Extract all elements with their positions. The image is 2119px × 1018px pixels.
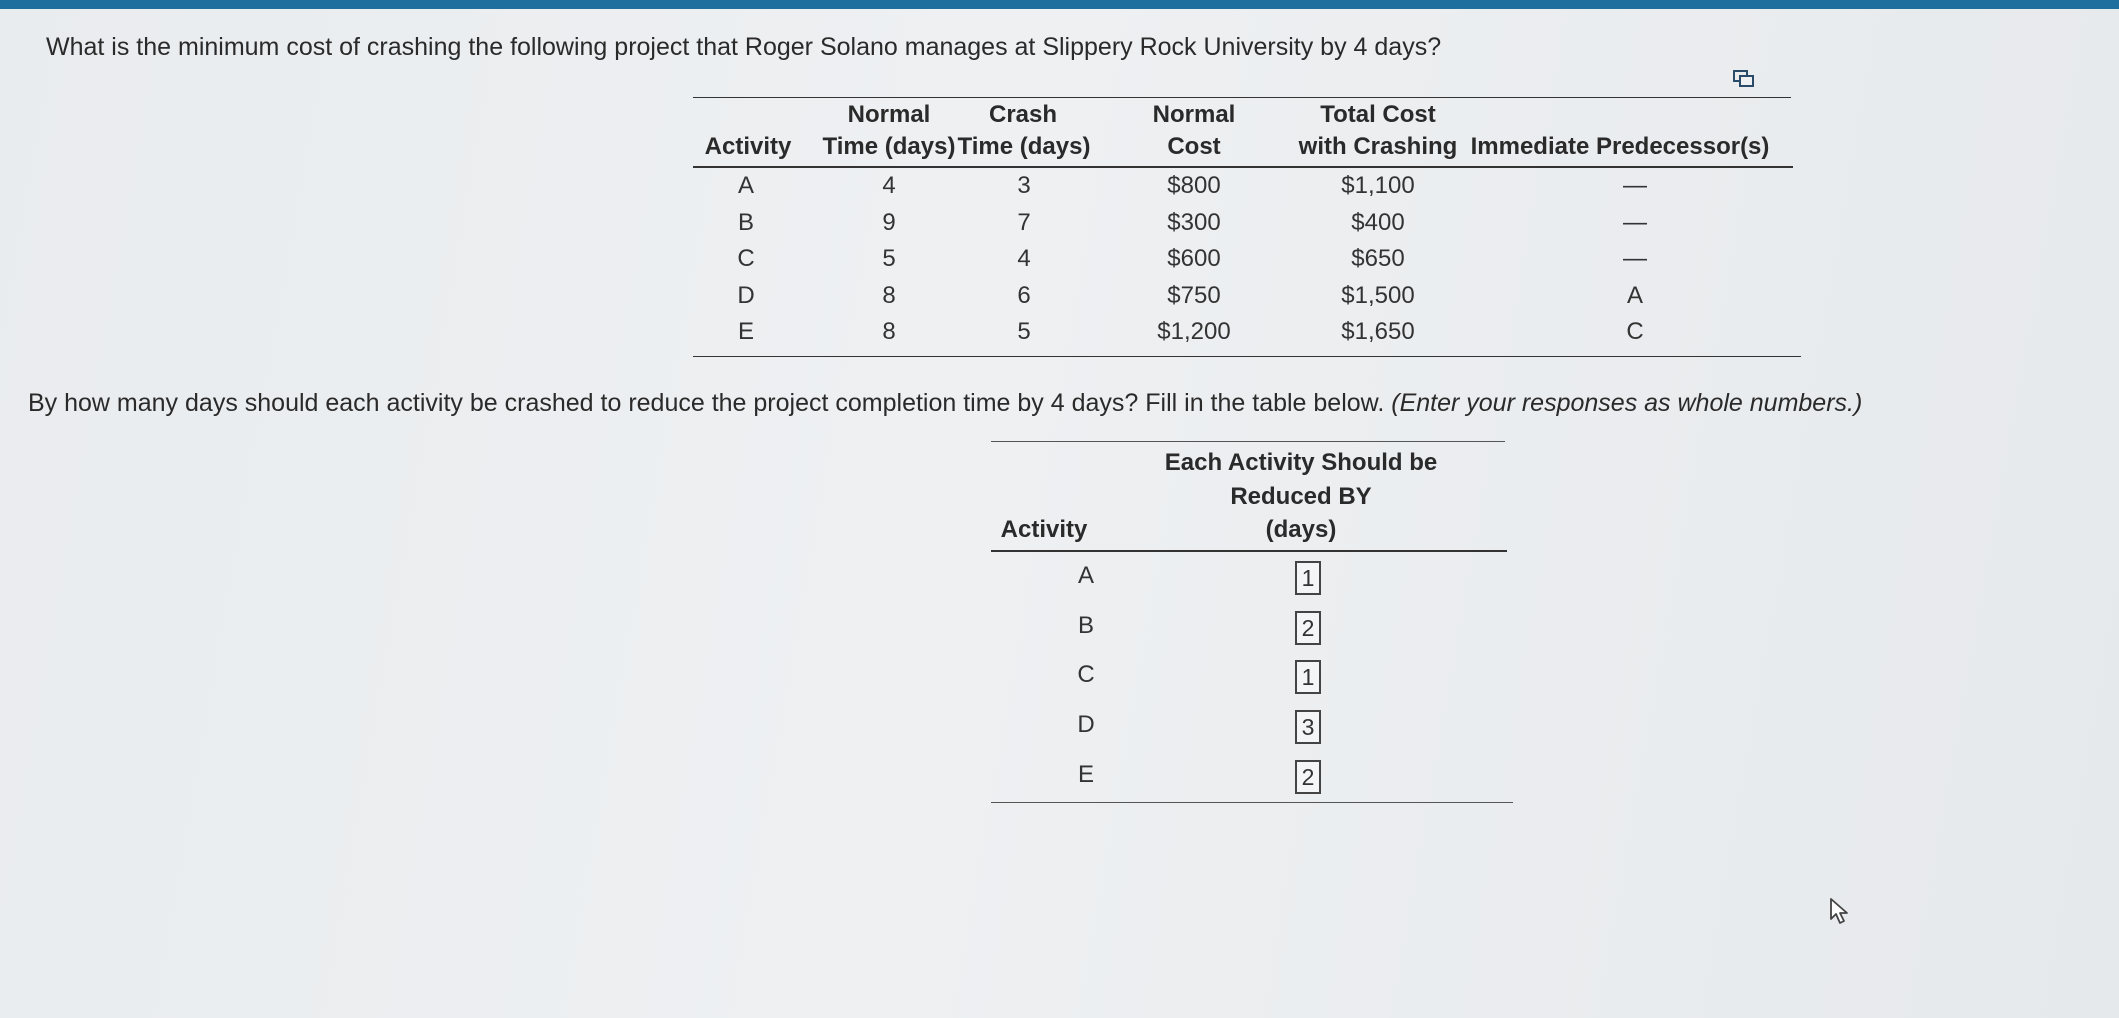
answer-input[interactable]: 2 bbox=[1295, 611, 1321, 645]
answer-header-line1: Each Activity Should be bbox=[1164, 449, 1438, 476]
project-data-table bbox=[693, 94, 1801, 360]
cell-normal-time: 8 bbox=[882, 282, 896, 309]
cell-activity: A bbox=[737, 172, 754, 199]
header-activity: Activity bbox=[704, 133, 792, 160]
cell-normal-time: 5 bbox=[882, 245, 896, 272]
answer-activity: C bbox=[1077, 661, 1095, 688]
answer-table bbox=[991, 441, 1513, 805]
cell-total-cost: $1,500 bbox=[1341, 282, 1415, 309]
cell-total-cost: $650 bbox=[1351, 245, 1405, 272]
cell-normal-cost: $300 bbox=[1167, 209, 1221, 236]
answer-activity: A bbox=[1077, 562, 1094, 589]
cell-normal-cost: $1,200 bbox=[1157, 318, 1231, 345]
answer-header-line3: (days) bbox=[1265, 516, 1337, 543]
copy-icon[interactable] bbox=[1733, 70, 1755, 88]
cell-normal-cost: $600 bbox=[1167, 245, 1221, 272]
cell-crash-time: 5 bbox=[1017, 318, 1031, 345]
cell-activity: C bbox=[737, 245, 755, 272]
cell-activity: E bbox=[737, 318, 754, 345]
cell-total-cost: $1,100 bbox=[1341, 172, 1415, 199]
top-accent-bar bbox=[0, 0, 2119, 9]
answer-top-rule bbox=[991, 441, 1505, 442]
header-total-cost-line1: Total Cost bbox=[1320, 101, 1436, 128]
cell-total-cost: $1,650 bbox=[1341, 318, 1415, 345]
cell-crash-time: 7 bbox=[1017, 209, 1031, 236]
cell-normal-time: 9 bbox=[882, 209, 896, 236]
question-title: What is the minimum cost of crashing the following project that Roger Solano manages at Slippery Rock University by 4 days? bbox=[46, 33, 1442, 61]
instruction-text bbox=[28, 389, 1862, 418]
answer-input[interactable]: 2 bbox=[1295, 760, 1321, 794]
cell-normal-time: 4 bbox=[882, 172, 896, 199]
answer-input[interactable]: 1 bbox=[1295, 561, 1321, 595]
cell-normal-time: 8 bbox=[882, 318, 896, 345]
header-predecessor: Immediate Predecessor(s) bbox=[1470, 133, 1770, 160]
cell-predecessor: — bbox=[1623, 245, 1647, 272]
answer-activity: E bbox=[1077, 761, 1094, 788]
answer-activity: D bbox=[1077, 711, 1095, 738]
table-bottom-rule bbox=[693, 356, 1801, 357]
cell-total-cost: $400 bbox=[1351, 209, 1405, 236]
answer-activity: B bbox=[1077, 612, 1094, 639]
cell-crash-time: 3 bbox=[1017, 172, 1031, 199]
header-crash-time-line1: Crash bbox=[988, 101, 1058, 128]
header-bottom-rule bbox=[693, 166, 1793, 168]
cell-normal-cost: $800 bbox=[1167, 172, 1221, 199]
cell-normal-cost: $750 bbox=[1167, 282, 1221, 309]
answer-header-activity: Activity bbox=[1000, 516, 1088, 543]
mouse-pointer-icon bbox=[1828, 897, 1854, 927]
answer-input[interactable]: 1 bbox=[1295, 660, 1321, 694]
header-normal-time-line1: Normal bbox=[847, 101, 931, 128]
answer-bottom-rule bbox=[991, 802, 1513, 803]
answer-header-rule bbox=[991, 550, 1507, 552]
cell-activity: D bbox=[737, 282, 755, 309]
cell-crash-time: 6 bbox=[1017, 282, 1031, 309]
cell-predecessor: — bbox=[1623, 172, 1647, 199]
cell-predecessor: A bbox=[1626, 282, 1643, 309]
cell-activity: B bbox=[737, 209, 754, 236]
header-total-cost-line2: with Crashing bbox=[1298, 133, 1458, 160]
instruction-hint: (Enter your responses as whole numbers.) bbox=[1391, 389, 1863, 417]
header-normal-cost-line1: Normal bbox=[1152, 101, 1236, 128]
header-normal-cost-line2: Cost bbox=[1167, 133, 1221, 160]
header-normal-time-line2: Time (days) bbox=[822, 133, 956, 160]
cell-crash-time: 4 bbox=[1017, 245, 1031, 272]
cell-predecessor: C bbox=[1626, 318, 1644, 345]
table-top-rule bbox=[693, 97, 1791, 98]
instruction-main: By how many days should each activity be crashed to reduce the project completion time by 4 days? Fill in the table below. bbox=[28, 389, 1385, 417]
cell-predecessor: — bbox=[1623, 209, 1647, 236]
answer-input[interactable]: 3 bbox=[1295, 710, 1321, 744]
header-crash-time-line2: Time (days) bbox=[957, 133, 1091, 160]
answer-header-line2: Reduced BY bbox=[1230, 483, 1372, 510]
